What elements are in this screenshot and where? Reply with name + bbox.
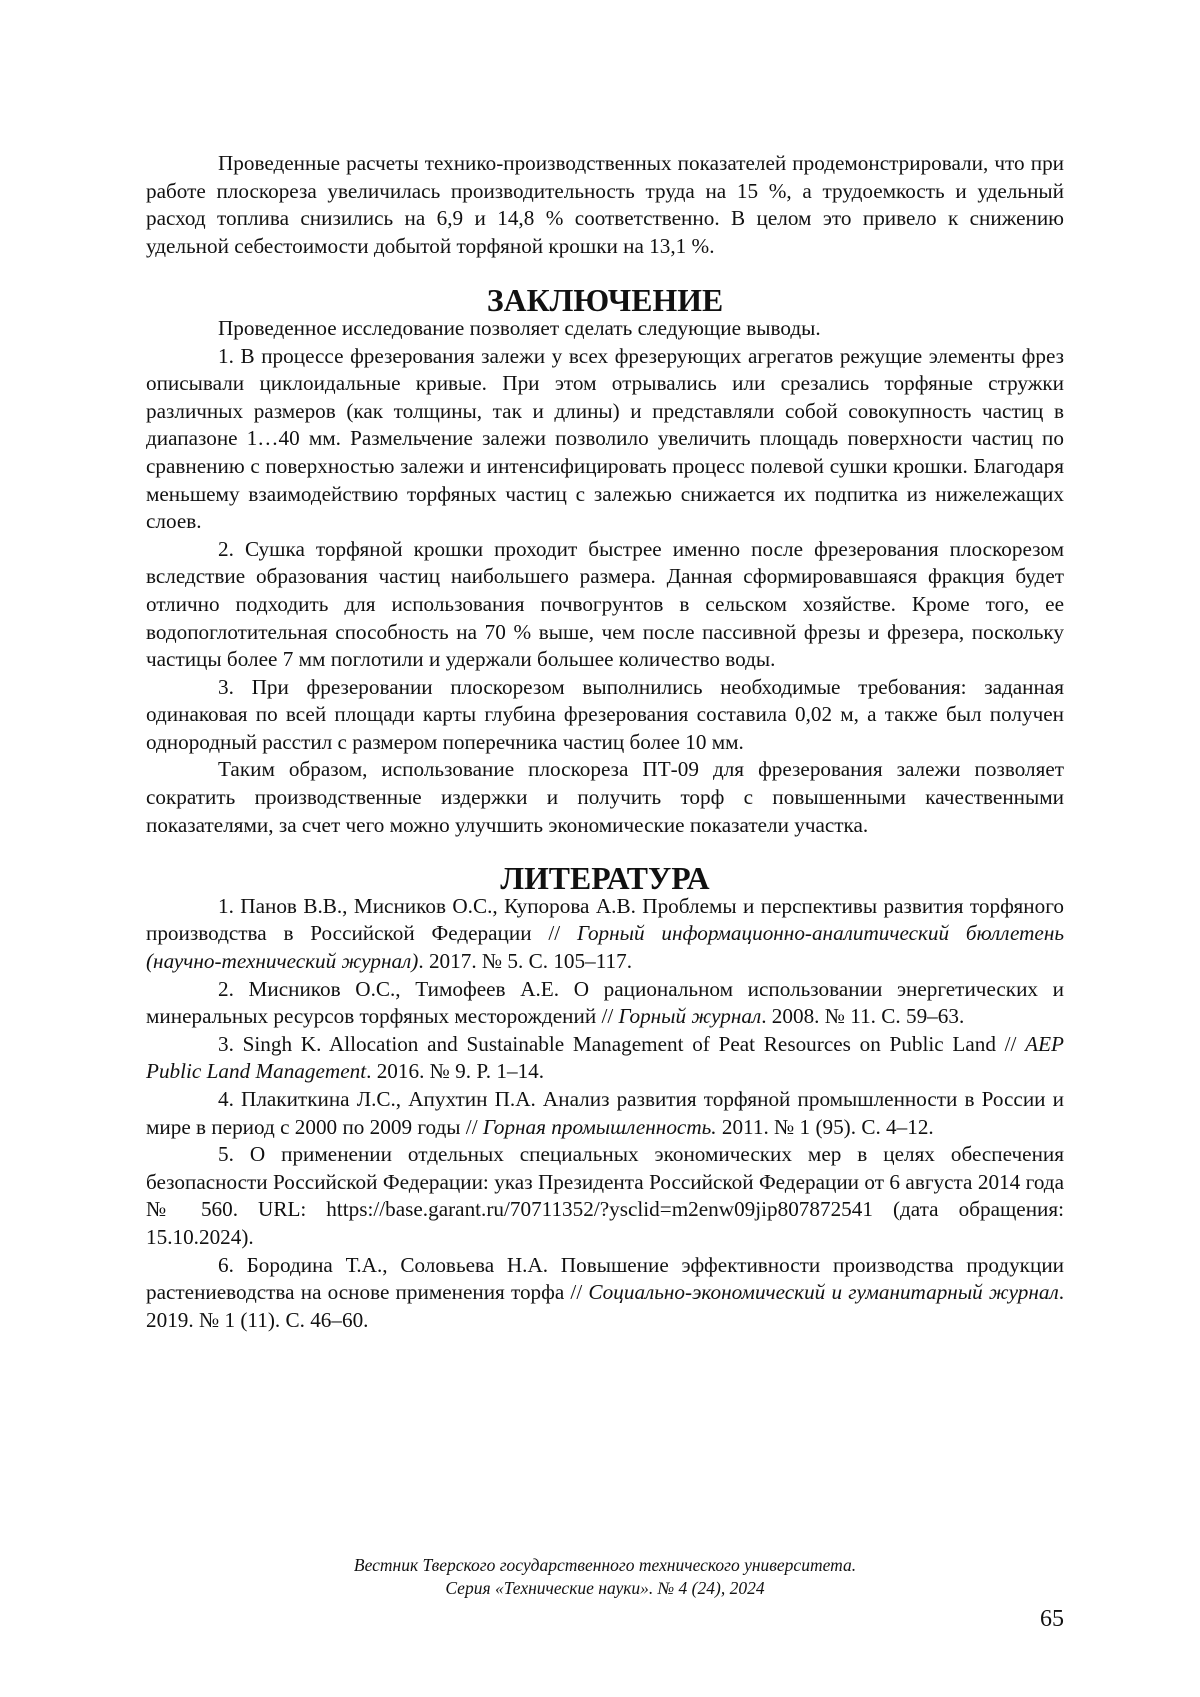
reference-journal: AEP Public Land Management — [146, 1031, 1064, 1084]
conclusion-heading: ЗАКЛЮЧЕНИЕ — [486, 283, 724, 319]
reference-details: . 2017. № 5. С. 105–117. — [418, 949, 632, 974]
conclusion-point-2: 2. Сушка торфяной крошки проходит быстрее именно после фрезерования плоскорезом вследствие образования частиц наибольшего размера. Данная сформировавшаяся фракция будет отлично подходить для использования почвогрунтов в сельском хозяйстве. Кроме того, ее водопоглотительная способность на 70 % выше, чем после пассивной фрезы и фрезера, поскольку частицы более 7 мм поглотили и удержали большее количество воды. — [146, 536, 1064, 672]
reference-authors-title: 2. Мисников О.С., Тимофеев А.Е. О рациональном использовании энергетических и минеральных ресурсов торфяных месторождений // — [146, 976, 1064, 1029]
reference-authors-title: 6. Бородина Т.А., Соловьева Н.А. Повышение эффективности производства продукции растениеводства на основе применения торфа // — [146, 1252, 1064, 1305]
intro-paragraph: Проведенные расчеты технико-производственных показателей продемонстрировали, что при работе плоскореза увеличилась производительность труда на 15 %, а трудоемкость и удельный расход топлива снизились на 6,9 и 14,8 % соответственно. В целом это привело к снижению удельной себестоимости добытой торфяной крошки на 13,1 %. — [146, 151, 1064, 258]
reference-authors-title: 3. Singh K. Allocation and Sustainable Management of Peat Resources on Public Land // — [218, 1031, 1026, 1056]
reference-details: . 2019. № 1 (11). С. 46–60. — [146, 1280, 1064, 1332]
reference-authors-title: 5. О применении отдельных специальных экономических мер в целях обеспечения безопасности Российской Федерации: указ Президента Российской Федерации от 6 августа 2014 года № 560. URL: https://base.garant.ru/70711352/?ysclid=m2enw09jip807872541 (дата обращения: 15.10.2024). — [146, 1142, 1064, 1249]
conclusion-point-3: 3. При фрезеровании плоскорезом выполнились необходимые требования: заданная одинаковая по всей площади карты глубина фрезерования составила 0,02 м, а также был получен однородный расстил с размером поперечника частиц более 10 мм. — [146, 674, 1064, 754]
reference-journal: Горный информационно-аналитический бюллетень (научно-технический журнал) — [146, 921, 1064, 974]
reference-journal: Социально-экономический и гуманитарный журнал — [588, 1280, 1059, 1305]
reference-journal: Горная промышленность. — [482, 1114, 717, 1139]
footer-series: Серия «Технические науки». № 4 (24), 2024 — [445, 1578, 765, 1598]
reference-item — [146, 893, 1064, 976]
reference-item — [146, 976, 1064, 1031]
conclusion-lead: Проведенное исследование позволяет сделать следующие выводы. — [218, 315, 821, 340]
conclusion-summary: Таким образом, использование плоскореза ПТ-09 для фрезерования залежи позволяет сократить производственные издержки и получить торф с повышенными качественными показателями, за счет чего можно улучшить экономические показатели участка. — [146, 757, 1064, 837]
reference-item — [146, 1031, 1064, 1086]
reference-item — [146, 1252, 1064, 1335]
reference-journal: Горный журнал — [618, 1004, 762, 1029]
reference-details: . 2008. № 11. С. 59–63. — [761, 1004, 965, 1029]
page-number: 65 — [1040, 1606, 1064, 1632]
reference-authors-title: 1. Панов В.В., Мисников О.С., Купорова А.В. Проблемы и перспективы развития торфяного производства в Российской Федерации // — [146, 893, 1064, 946]
reference-item — [146, 1086, 1064, 1141]
reference-details: 2011. № 1 (95). С. 4–12. — [716, 1114, 934, 1139]
reference-details: . 2016. № 9. P. 1–14. — [366, 1059, 545, 1084]
page-body — [146, 150, 1064, 1334]
reference-authors-title: 4. Плакиткина Л.С., Апухтин П.А. Анализ развития торфяной промышленности в России и мире в период с 2000 по 2009 годы // — [146, 1087, 1064, 1139]
footer-journal-name: Вестник Тверского государственного технического университета. — [353, 1555, 857, 1575]
references-heading: ЛИТЕРАТУРА — [500, 861, 710, 897]
conclusion-point-1: 1. В процессе фрезерования залежи у всех фрезерующих агрегатов режущие элементы фрез описывали циклоидальные кривые. При этом отрывались или срезались торфяные стружки различных размеров (как толщины, так и длины) и представляли собой совокупность частиц в диапазоне 1…40 мм. Размельчение залежи позволило увеличить площадь поверхности частиц по сравнению с поверхностью залежи и интенсифицировать процесс полевой сушки крошки. Благодаря меньшему взаимодействию торфяных частиц с залежью снижается их подпитка из нижележащих слоев. — [146, 343, 1064, 534]
journal-footer — [146, 1554, 1064, 1600]
reference-item — [146, 1141, 1064, 1251]
